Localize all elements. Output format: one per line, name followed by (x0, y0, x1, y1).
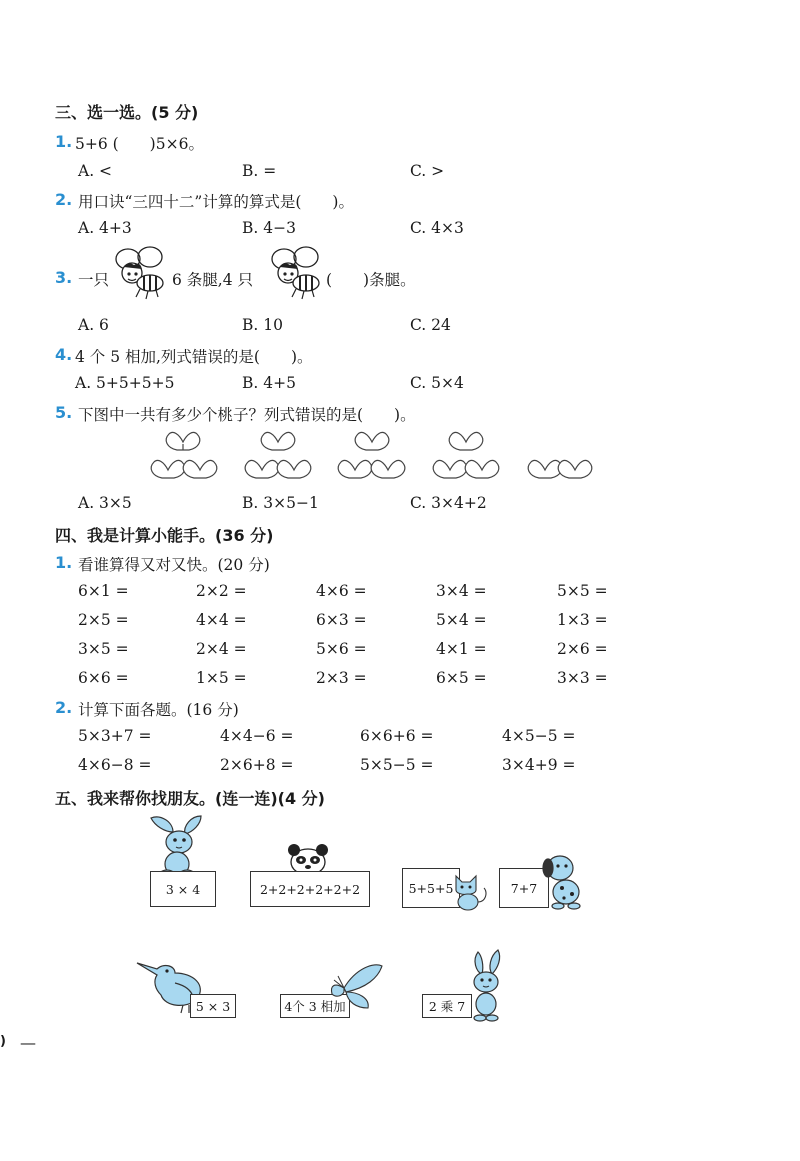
card-2-plus-six-times[interactable]: 2+2+2+2+2+2 (250, 871, 370, 907)
q1-number: 1. (55, 132, 73, 151)
q4-text: 4 个 5 相加,列式错误的是( )。 (75, 348, 313, 366)
q2-text: 用口诀“三四十二”计算的算式是( )。 (78, 193, 354, 211)
calc-item: 2×5 = (78, 611, 129, 629)
card-5x3[interactable]: 5 × 3 (190, 994, 236, 1018)
calc-item: 2×6 = (557, 640, 608, 658)
peach-icon (338, 460, 372, 478)
q3-middle: 6 条腿,4 只 (172, 271, 254, 289)
butterfly-icon (326, 962, 384, 1012)
calc-item: 6×6+6 = (360, 727, 434, 745)
q2-option-b: B. 4−3 (242, 219, 296, 237)
card-four-threes[interactable]: 4个 3 相加 (280, 994, 350, 1018)
section-4-title: 四、我是计算小能手。(36 分) (55, 526, 274, 545)
q3-number: 3. (55, 268, 73, 287)
section-5-title: 五、我来帮你找朋友。(连一连)(4 分) (55, 789, 325, 808)
rabbit-icon (464, 950, 508, 1022)
dog-icon (540, 852, 586, 910)
part4-1-number: 1. (55, 553, 73, 572)
peach-icon (355, 432, 389, 450)
q4-option-b: B. 4+5 (242, 374, 296, 392)
calc-item: 5×5−5 = (360, 756, 434, 774)
peach-icon (465, 460, 499, 478)
page-edge-mark: ) (0, 1034, 6, 1049)
card-3x4[interactable]: 3 × 4 (150, 871, 216, 907)
calc-item: 2×2 = (196, 582, 247, 600)
peach-icon (183, 460, 217, 478)
calc-item: 1×5 = (196, 669, 247, 687)
q5-option-a: A. 3×5 (78, 494, 132, 512)
q1-option-b: B. = (242, 162, 277, 180)
peach-icon (558, 460, 592, 478)
peach-groups-figure (150, 428, 590, 486)
calc-item: 4×1 = (436, 640, 487, 658)
peach-icon (261, 432, 295, 450)
q3-option-b: B. 10 (242, 316, 283, 334)
bee-icon (270, 245, 322, 301)
q3-prefix: 一只 (78, 271, 110, 289)
calc-item: 3×4+9 = (502, 756, 576, 774)
peach-icon (245, 460, 279, 478)
q4-number: 4. (55, 345, 73, 364)
q1-option-c: C. > (410, 162, 445, 180)
card-2-times-7[interactable]: 2 乘 7 (422, 994, 472, 1018)
calc-item: 1×3 = (557, 611, 608, 629)
calc-item: 5×6 = (316, 640, 367, 658)
cat-icon (452, 872, 492, 912)
part4-2-number: 2. (55, 698, 73, 717)
calc-item: 6×6 = (78, 669, 129, 687)
q4-option-a: A. 5+5+5+5 (75, 374, 175, 392)
peach-icon (151, 460, 185, 478)
footer-dash: — (20, 1033, 36, 1052)
q3-option-a: A. 6 (78, 316, 109, 334)
calc-item: 4×4 = (196, 611, 247, 629)
q1-option-a: A. < (78, 162, 113, 180)
calc-item: 5×5 = (557, 582, 608, 600)
card-7-plus-7[interactable]: 7+7 (499, 868, 549, 908)
calc-item: 2×3 = (316, 669, 367, 687)
part4-1-title: 看谁算得又对又快。(20 分) (78, 556, 270, 574)
bee-icon (114, 245, 166, 301)
calc-item: 4×4−6 = (220, 727, 294, 745)
q2-option-c: C. 4×3 (410, 219, 464, 237)
calc-item: 6×3 = (316, 611, 367, 629)
peach-icon (528, 460, 562, 478)
calc-item: 3×4 = (436, 582, 487, 600)
calc-item: 2×4 = (196, 640, 247, 658)
section-3-title: 三、选一选。(5 分) (55, 103, 199, 122)
calc-item: 2×6+8 = (220, 756, 294, 774)
peach-icon (166, 432, 200, 450)
peach-icon (433, 460, 467, 478)
calc-item: 5×3+7 = (78, 727, 152, 745)
calc-item: 4×6 = (316, 582, 367, 600)
calc-item: 4×6−8 = (78, 756, 152, 774)
calc-item: 4×5−5 = (502, 727, 576, 745)
calc-item: 6×5 = (436, 669, 487, 687)
q2-option-a: A. 4+3 (78, 219, 132, 237)
peach-icon (371, 460, 405, 478)
calc-item: 6×1 = (78, 582, 129, 600)
q5-number: 5. (55, 403, 73, 422)
calc-item: 3×3 = (557, 669, 608, 687)
q4-option-c: C. 5×4 (410, 374, 464, 392)
card-5-plus-5-plus-5[interactable]: 5+5+5 (402, 868, 460, 908)
calc-item: 5×4 = (436, 611, 487, 629)
calc-item: 3×5 = (78, 640, 129, 658)
q3-option-c: C. 24 (410, 316, 451, 334)
q5-option-c: C. 3×4+2 (410, 494, 487, 512)
q3-suffix: ( )条腿。 (326, 271, 416, 289)
peach-icon (449, 432, 483, 450)
peach-icon (277, 460, 311, 478)
q1-text: 5+6 ( )5×6。 (75, 135, 204, 153)
q5-option-b: B. 3×5−1 (242, 494, 319, 512)
q2-number: 2. (55, 190, 73, 209)
q5-text: 下图中一共有多少个桃子？列式错误的是( )。 (78, 406, 416, 424)
rabbit-icon (143, 812, 209, 878)
part4-2-title: 计算下面各题。(16 分) (78, 701, 239, 719)
